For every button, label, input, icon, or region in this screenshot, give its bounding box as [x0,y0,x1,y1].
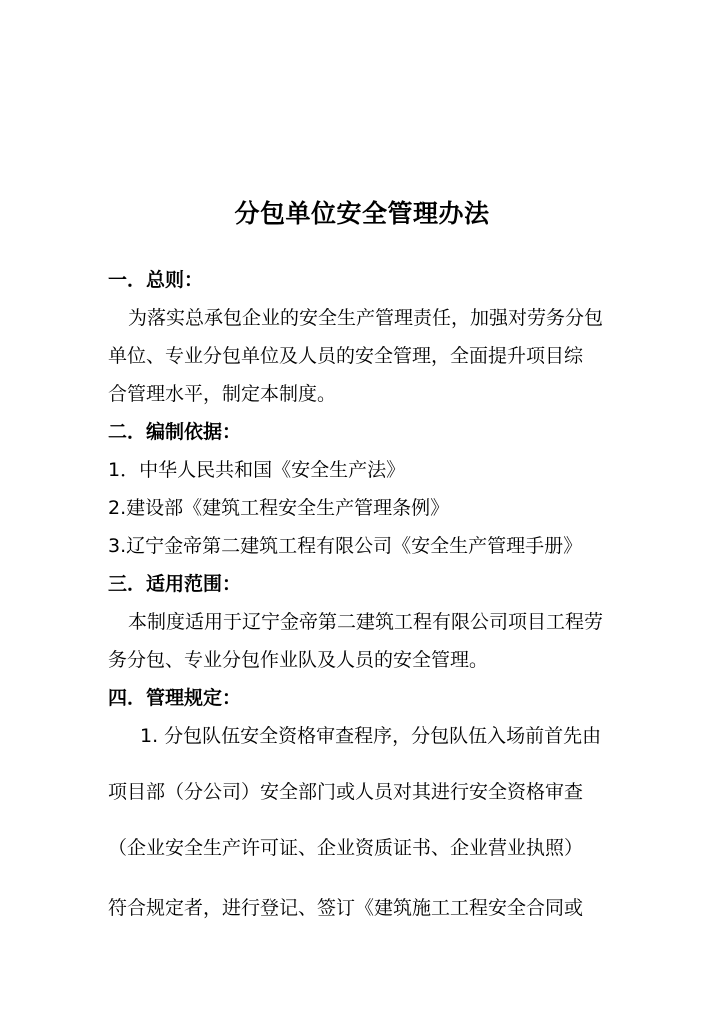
paragraph-line: 1. 分包队伍安全资格审查程序，分包队伍入场前首先由 [140,725,602,747]
list-item: 1．中华人民共和国《安全生产法》 [108,459,406,481]
paragraph-line: 单位、专业分包单位及人员的安全管理，全面提升项目综 [108,345,584,367]
paragraph-line: 符合规定者，进行登记、签订《建筑施工工程安全合同或 [108,897,584,919]
paragraph-line: 为落实总承包企业的安全生产管理责任，加强对劳务分包 [128,307,604,329]
section-heading-general: 一．总则： [108,269,204,291]
list-item: 3.辽宁金帝第二建筑工程有限公司《安全生产管理手册》 [108,535,583,557]
list-item: 2.建设部《建筑工程安全生产管理条例》 [108,497,450,519]
section-heading-scope: 三．适用范围： [108,573,242,595]
section-heading-basis: 二．编制依据： [108,421,242,443]
section-heading-rules: 四．管理规定： [108,687,242,709]
paragraph-line: （企业安全生产许可证、企业资质证书、企业营业执照） [108,837,584,859]
page-title: 分包单位安全管理办法 [234,199,490,228]
paragraph-line: 务分包、专业分包作业队及人员的安全管理。 [108,649,489,671]
paragraph-line: 项目部（分公司）安全部门或人员对其进行安全资格审查 [108,781,584,803]
paragraph-line: 本制度适用于辽宁金帝第二建筑工程有限公司项目工程劳 [128,611,604,633]
paragraph-line: 合管理水平，制定本制度。 [108,383,337,405]
